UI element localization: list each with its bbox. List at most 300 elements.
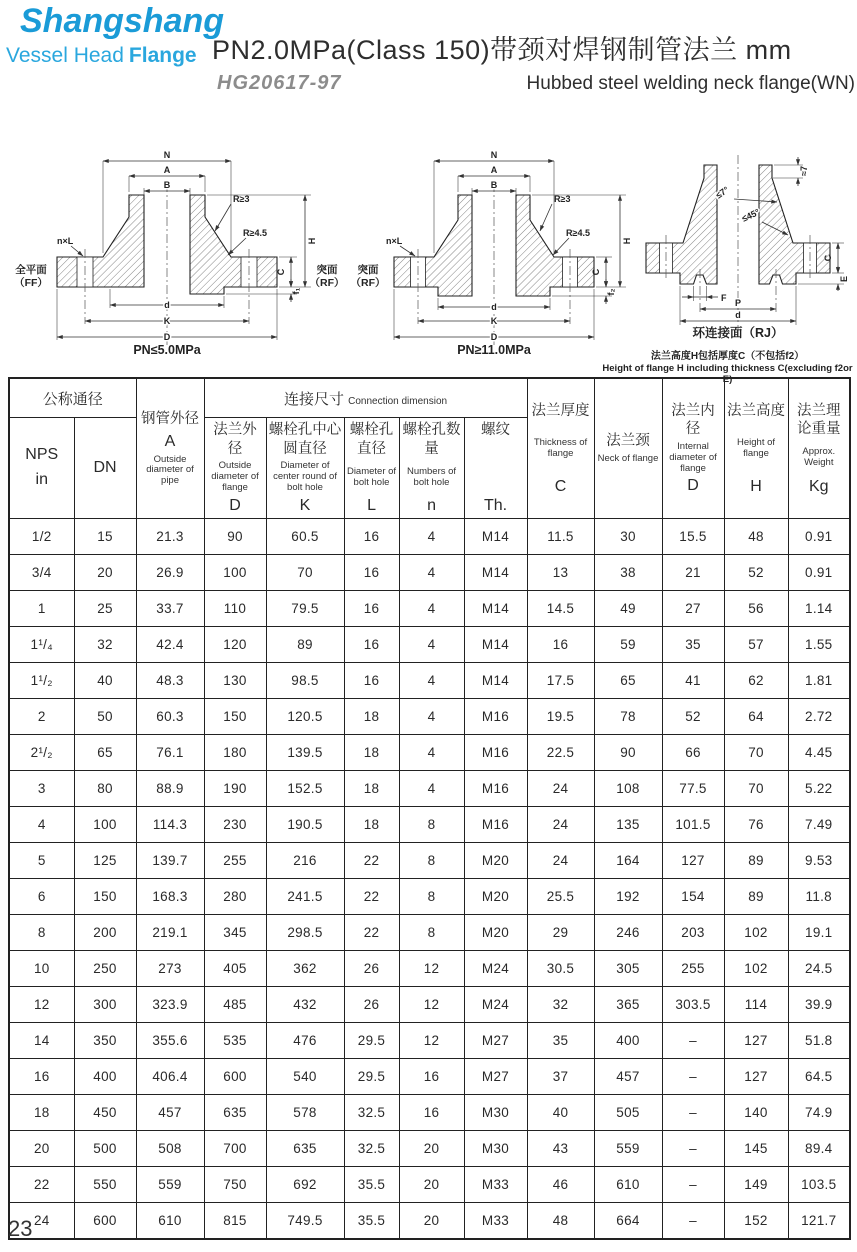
table-cell: 230	[204, 807, 266, 843]
header-thread-cn: 螺纹	[481, 422, 511, 438]
table-cell: 90	[204, 519, 266, 555]
table-cell: 37	[527, 1059, 594, 1095]
table-cell: M30	[464, 1131, 527, 1167]
table-cell: 64	[724, 699, 788, 735]
header-neck-cn: 法兰颈	[606, 432, 650, 449]
table-cell: 303.5	[662, 987, 724, 1023]
table-cell: 18	[344, 735, 399, 771]
table-cell: 24	[527, 807, 594, 843]
table-cell: 180	[204, 735, 266, 771]
table-cell: M27	[464, 1023, 527, 1059]
table-cell: 12	[399, 987, 464, 1023]
table-cell: 16	[344, 555, 399, 591]
table-cell: 114	[724, 987, 788, 1023]
table-cell: 29.5	[344, 1023, 399, 1059]
table-cell: 89	[724, 843, 788, 879]
table-cell: 35	[527, 1023, 594, 1059]
diagram-note-english: Height of flange H including thickness C(excluding f2or E)	[602, 363, 853, 385]
table-cell: 145	[724, 1131, 788, 1167]
header-nps-unit: in	[35, 471, 48, 488]
table-cell: 26	[344, 951, 399, 987]
dim-label-K: K	[490, 316, 498, 326]
table-cell: 16	[344, 519, 399, 555]
header-bolt-number-cn: 螺栓孔数量	[402, 422, 461, 457]
face-label-rf-en: （RF）	[309, 277, 345, 289]
standard-number: HG20617-97	[217, 72, 342, 94]
table-cell: 24	[527, 771, 594, 807]
table-cell: 98.5	[266, 663, 344, 699]
table-cell: 120	[204, 627, 266, 663]
dim-label-D: D	[163, 332, 171, 342]
table-cell: 108	[594, 771, 662, 807]
table-cell: 600	[74, 1203, 136, 1240]
table-cell: 121.7	[788, 1203, 850, 1240]
table-cell: M14	[464, 519, 527, 555]
header-weight-cn: 法兰理论重量	[797, 402, 841, 438]
table-cell: 535	[204, 1023, 266, 1059]
table-row	[9, 663, 850, 699]
table-cell: 77.5	[662, 771, 724, 807]
table-cell: 24	[527, 843, 594, 879]
page-number: 23	[8, 1216, 33, 1241]
table-cell: 22	[344, 915, 399, 951]
table-cell: 102	[724, 915, 788, 951]
table-cell: 1¹/₄	[9, 627, 74, 663]
table-cell: 32.5	[344, 1131, 399, 1167]
table-cell: 7.49	[788, 807, 850, 843]
table-cell: 16	[344, 663, 399, 699]
angle-label-7deg: ≤7°	[713, 184, 731, 201]
table-cell: 1¹/₂	[9, 663, 74, 699]
table-cell: 26.9	[136, 555, 204, 591]
header-nps	[9, 418, 74, 519]
face-label-rf-cn: 突面	[316, 264, 338, 276]
table-cell: 89	[266, 627, 344, 663]
header-flange-od-symbol: D	[229, 496, 241, 514]
table-cell: 70	[724, 771, 788, 807]
table-cell: 4	[399, 519, 464, 555]
table-cell: 3	[9, 771, 74, 807]
table-row	[9, 843, 850, 879]
table-cell: –	[662, 1203, 724, 1240]
table-cell: 89.4	[788, 1131, 850, 1167]
table-cell: 16	[344, 627, 399, 663]
table-cell: 508	[136, 1131, 204, 1167]
table-cell: 559	[136, 1167, 204, 1203]
header-pipe-od-symbol: A	[164, 432, 176, 450]
header-thickness-cn: 法兰厚度	[531, 402, 590, 419]
table-cell: 24	[9, 1203, 74, 1240]
table-cell: M14	[464, 627, 527, 663]
table-cell: 405	[204, 951, 266, 987]
table-cell: M16	[464, 735, 527, 771]
table-cell: 8	[399, 879, 464, 915]
table-cell: 152.5	[266, 771, 344, 807]
table-cell: 300	[74, 987, 136, 1023]
table-cell: 32.5	[344, 1095, 399, 1131]
diagram-caption: PN≥11.0MPa	[457, 343, 531, 357]
header-thread-symbol: Th.	[483, 497, 508, 514]
table-cell: 18	[344, 807, 399, 843]
table-cell: 64.5	[788, 1059, 850, 1095]
dim-label-F: F	[721, 293, 727, 303]
table-cell: 21.3	[136, 519, 204, 555]
table-cell: 70	[266, 555, 344, 591]
flange-dimension-table	[8, 377, 851, 1240]
table-cell: 154	[662, 879, 724, 915]
table-cell: –	[662, 1131, 724, 1167]
dim-label-E: E	[839, 275, 849, 283]
table-cell: 32	[527, 987, 594, 1023]
table-cell: 4	[399, 735, 464, 771]
table-cell: 298.5	[266, 915, 344, 951]
table-cell: 3/4	[9, 555, 74, 591]
flange-diagram-ff-rf	[5, 145, 345, 360]
table-cell: 48	[724, 519, 788, 555]
table-cell: 74.9	[788, 1095, 850, 1131]
table-cell: 19.1	[788, 915, 850, 951]
table-cell: 164	[594, 843, 662, 879]
table-cell: 40	[527, 1095, 594, 1131]
header-inner-diameter-en: Internal diameter of flange	[669, 440, 717, 474]
table-cell: 35.5	[344, 1203, 399, 1240]
table-cell: M24	[464, 951, 527, 987]
table-cell: 355.6	[136, 1023, 204, 1059]
table-cell: 14	[9, 1023, 74, 1059]
header-inner-diameter-symbol: D	[687, 477, 699, 495]
table-cell: 42.4	[136, 627, 204, 663]
table-cell: 49	[594, 591, 662, 627]
table-row	[9, 951, 850, 987]
table-cell: 24.5	[788, 951, 850, 987]
dim-label-d: d	[735, 310, 741, 320]
dim-label-f2: f₂	[606, 288, 616, 296]
table-cell: 540	[266, 1059, 344, 1095]
header-thickness	[527, 378, 594, 519]
table-cell: 457	[594, 1059, 662, 1095]
dimension-lines	[394, 161, 626, 340]
table-cell: 664	[594, 1203, 662, 1240]
dim-label-B: B	[163, 180, 171, 190]
table-row	[9, 807, 850, 843]
header-bolt-diameter	[344, 418, 399, 519]
table-cell: M24	[464, 987, 527, 1023]
header-bolt-diameter-symbol: L	[367, 497, 376, 514]
table-cell: 29.5	[344, 1059, 399, 1095]
table-row	[9, 879, 850, 915]
dim-label-P: P	[734, 298, 742, 308]
diagram-caption: 环连接面（RJ）	[692, 326, 784, 340]
table-cell: 22.5	[527, 735, 594, 771]
dim-label-N: N	[490, 150, 498, 160]
table-cell: 39.9	[788, 987, 850, 1023]
table-cell: 139.5	[266, 735, 344, 771]
dim-label-d: d	[164, 300, 170, 310]
table-cell: 4	[9, 807, 74, 843]
table-cell: –	[662, 1023, 724, 1059]
table-cell: 88.9	[136, 771, 204, 807]
table-cell: 1/2	[9, 519, 74, 555]
diagram-caption: PN≤5.0MPa	[133, 343, 201, 357]
dim-label-B: B	[490, 180, 498, 190]
dim-label-C: C	[823, 254, 833, 262]
table-cell: –	[662, 1059, 724, 1095]
header-flange-od-en: Outside diameter of flange	[211, 460, 259, 494]
brand-logo-line2b: Flange	[128, 44, 197, 67]
table-cell: 2¹/₂	[9, 735, 74, 771]
table-cell: 56	[724, 591, 788, 627]
table-cell: 16	[399, 1059, 464, 1095]
table-cell: 190	[204, 771, 266, 807]
dim-label-approx7: ≈7	[799, 166, 809, 176]
table-cell: 241.5	[266, 879, 344, 915]
table-cell: 40	[74, 663, 136, 699]
flange-section	[57, 195, 277, 294]
table-cell: 110	[204, 591, 266, 627]
table-cell: 59	[594, 627, 662, 663]
table-cell: 25.5	[527, 879, 594, 915]
table-cell: 149	[724, 1167, 788, 1203]
table-cell: 65	[594, 663, 662, 699]
header-thickness-en: Thickness of flange	[533, 437, 588, 459]
table-cell: 305	[594, 951, 662, 987]
table-cell: 78	[594, 699, 662, 735]
table-cell: 216	[266, 843, 344, 879]
table-cell: 500	[74, 1131, 136, 1167]
table-cell: 152	[724, 1203, 788, 1240]
table-cell: 52	[724, 555, 788, 591]
dimension-lines	[57, 161, 311, 340]
table-cell: 200	[74, 915, 136, 951]
dim-label-d: d	[491, 302, 497, 312]
table-cell: 20	[399, 1131, 464, 1167]
table-cell: 203	[662, 915, 724, 951]
table-cell: M20	[464, 915, 527, 951]
table-cell: 1	[9, 591, 74, 627]
header-inner-diameter	[662, 378, 724, 519]
diagram-note-chinese: 法兰高度H包括厚度C（不包括f2）	[650, 351, 805, 362]
table-cell: 273	[136, 951, 204, 987]
header-connection-en: Connection dimension	[348, 395, 448, 407]
header-height-en: Height of flange	[737, 437, 776, 459]
table-row	[9, 627, 850, 663]
face-label-ff-en: （FF）	[14, 277, 48, 289]
table-cell: 38	[594, 555, 662, 591]
header-weight-symbol: Kg	[808, 477, 829, 495]
header-bolt-circle	[266, 418, 344, 519]
table-cell: 76	[724, 807, 788, 843]
table-cell: 17.5	[527, 663, 594, 699]
table-cell: 749.5	[266, 1203, 344, 1240]
table-cell: 101.5	[662, 807, 724, 843]
brand-logo-line1: Shangshang	[20, 2, 225, 40]
header-nominal-diameter: 公称通径	[9, 378, 136, 418]
header-bolt-diameter-en: Diameter of bolt hole	[346, 465, 397, 488]
table-cell: 2	[9, 699, 74, 735]
table-cell: 13	[527, 555, 594, 591]
table-cell: 2.72	[788, 699, 850, 735]
table-cell: M20	[464, 843, 527, 879]
table-cell: 280	[204, 879, 266, 915]
table-cell: 150	[204, 699, 266, 735]
table-cell: 250	[74, 951, 136, 987]
table-cell: 476	[266, 1023, 344, 1059]
header-neck-en: Neck of flange	[597, 453, 659, 465]
table-cell: 600	[204, 1059, 266, 1095]
table-cell: 120.5	[266, 699, 344, 735]
table-row	[9, 1095, 850, 1131]
table-cell: 33.7	[136, 591, 204, 627]
table-cell: 406.4	[136, 1059, 204, 1095]
table-cell: 578	[266, 1095, 344, 1131]
table-cell: 130	[204, 663, 266, 699]
table-cell: 127	[724, 1023, 788, 1059]
table-cell: 30.5	[527, 951, 594, 987]
table-cell: 1.14	[788, 591, 850, 627]
table-cell: 100	[204, 555, 266, 591]
table-cell: 692	[266, 1167, 344, 1203]
table-cell: 255	[662, 951, 724, 987]
table-cell: 559	[594, 1131, 662, 1167]
table-cell: 51.8	[788, 1023, 850, 1059]
table-cell: 4	[399, 627, 464, 663]
table-row	[9, 591, 850, 627]
table-cell: 8	[399, 807, 464, 843]
header-dn-label: DN	[93, 458, 117, 476]
table-cell: 12	[399, 951, 464, 987]
table-cell: 32	[74, 627, 136, 663]
table-cell: 22	[344, 879, 399, 915]
table-row	[9, 519, 850, 555]
header-neck	[594, 378, 662, 519]
table-cell: 4	[399, 663, 464, 699]
header-flange-od-cn: 法兰外径	[213, 422, 257, 457]
table-cell: 29	[527, 915, 594, 951]
radius-note-2: R≥4.5	[243, 228, 267, 238]
table-cell: 362	[266, 951, 344, 987]
table-cell: 70	[724, 735, 788, 771]
table-cell: M30	[464, 1095, 527, 1131]
header-connection-dimension	[204, 378, 527, 418]
table-cell: 114.3	[136, 807, 204, 843]
table-cell: 127	[724, 1059, 788, 1095]
table-cell: 14.5	[527, 591, 594, 627]
radius-note-1: R≥3	[233, 194, 250, 204]
dim-label-f1: f₁	[291, 287, 301, 295]
table-row	[9, 735, 850, 771]
table-row	[9, 987, 850, 1023]
table-cell: 57	[724, 627, 788, 663]
table-cell: 127	[662, 843, 724, 879]
table-cell: 11.5	[527, 519, 594, 555]
header-flange-od	[204, 418, 266, 519]
header-bolt-number-symbol: n	[427, 497, 436, 514]
table-cell: 18	[9, 1095, 74, 1131]
table-cell: 246	[594, 915, 662, 951]
face-label-rf-en: （RF）	[350, 277, 386, 289]
radius-note-2: R≥4.5	[566, 228, 590, 238]
table-cell: 20	[9, 1131, 74, 1167]
table-cell: 5.22	[788, 771, 850, 807]
table-cell: 60.3	[136, 699, 204, 735]
table-cell: 60.5	[266, 519, 344, 555]
header-pipe-od-en: Outside diameter of pipe	[146, 453, 194, 487]
table-cell: 89	[724, 879, 788, 915]
table-cell: 65	[74, 735, 136, 771]
table-cell: M33	[464, 1167, 527, 1203]
table-cell: 635	[266, 1131, 344, 1167]
header-height-symbol: H	[750, 477, 762, 495]
table-cell: 4	[399, 771, 464, 807]
header-weight	[788, 378, 850, 519]
table-cell: 22	[344, 843, 399, 879]
table-cell: 815	[204, 1203, 266, 1240]
table-cell: 48.3	[136, 663, 204, 699]
table-cell: 66	[662, 735, 724, 771]
table-row	[9, 555, 850, 591]
flange-diagram-rj	[620, 145, 857, 345]
table-cell: 18	[344, 771, 399, 807]
table-cell: 400	[74, 1059, 136, 1095]
table-cell: 35	[662, 627, 724, 663]
table-cell: 550	[74, 1167, 136, 1203]
header-inner-diameter-cn: 法兰内径	[671, 402, 715, 438]
header-bolt-circle-en: Diameter of center round of bolt hole	[273, 460, 337, 494]
header-height-cn: 法兰高度	[727, 402, 786, 419]
table-cell: 610	[136, 1203, 204, 1240]
table-cell: 1.55	[788, 627, 850, 663]
table-cell: 450	[74, 1095, 136, 1131]
table-cell: 192	[594, 879, 662, 915]
table-cell: 79.5	[266, 591, 344, 627]
table-cell: 16	[9, 1059, 74, 1095]
header-bolt-number-en: Numbers of bolt hole	[406, 465, 457, 488]
table-row	[9, 1059, 850, 1095]
table-cell: 140	[724, 1095, 788, 1131]
flange-diagram-rf	[348, 145, 640, 360]
table-cell: 8	[399, 915, 464, 951]
header-bolt-circle-symbol: K	[299, 496, 311, 514]
table-cell: 4.45	[788, 735, 850, 771]
table-cell: 19.5	[527, 699, 594, 735]
page-title: PN2.0MPa(Class 150)带颈对焊钢制管法兰 mm	[212, 35, 792, 65]
header-pipe-od	[136, 378, 204, 519]
dim-label-C: C	[276, 268, 286, 276]
table-cell: M14	[464, 591, 527, 627]
table-cell: 80	[74, 771, 136, 807]
table-cell: 41	[662, 663, 724, 699]
face-label-ff-cn: 全平面	[15, 264, 47, 276]
table-cell: 26	[344, 987, 399, 1023]
table-row	[9, 1203, 850, 1240]
table-cell: 6	[9, 879, 74, 915]
table-cell: 10	[9, 951, 74, 987]
table-cell: 12	[9, 987, 74, 1023]
table-row	[9, 699, 850, 735]
table-cell: 16	[399, 1095, 464, 1131]
table-cell: 11.8	[788, 879, 850, 915]
table-cell: 18	[344, 699, 399, 735]
dim-label-C: C	[591, 268, 601, 276]
table-cell: M16	[464, 807, 527, 843]
dim-label-K: K	[163, 316, 171, 326]
table-row	[9, 1167, 850, 1203]
table-cell: 323.9	[136, 987, 204, 1023]
table-cell: 168.3	[136, 879, 204, 915]
header-connection-cn: 连接尺寸	[283, 390, 344, 408]
table-cell: 21	[662, 555, 724, 591]
table-body	[9, 519, 850, 1240]
